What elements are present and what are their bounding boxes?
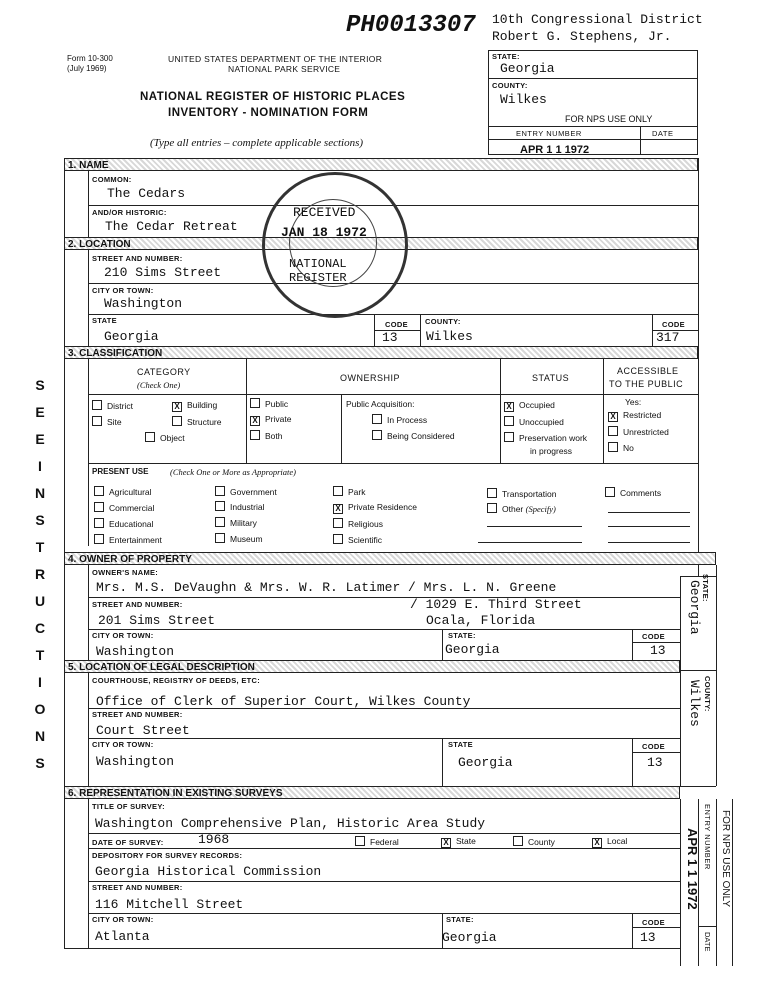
owner-code-label: CODE: [642, 632, 665, 641]
survey-local[interactable]: X Local: [592, 836, 627, 848]
owner-name-label: OWNER'S NAME:: [92, 568, 159, 577]
dep-state-label: STATE:: [446, 915, 474, 924]
use-park[interactable]: Park: [333, 486, 365, 497]
cat-building[interactable]: X Building: [172, 400, 217, 412]
dep-street-label: STREET AND NUMBER:: [92, 883, 183, 892]
status-occupied[interactable]: X Occupied: [504, 400, 555, 412]
legal-street: Court Street: [96, 723, 190, 738]
use-transportation[interactable]: Transportation: [487, 488, 557, 499]
use-military[interactable]: Military: [215, 517, 257, 528]
access-restricted[interactable]: X Restricted: [608, 410, 661, 422]
use-agricultural[interactable]: Agricultural: [94, 486, 152, 497]
public-acquisition-label: Public Acquisition:: [346, 399, 415, 409]
use-scientific[interactable]: Scientific: [333, 534, 382, 545]
owner-street-2: / 1029 E. Third Street: [410, 597, 582, 612]
header-state: Georgia: [500, 61, 555, 76]
owner-state-label: STATE:: [448, 631, 476, 640]
use-industrial[interactable]: Industrial: [215, 501, 265, 512]
header-county: Wilkes: [500, 92, 547, 107]
legal-code: 13: [647, 755, 663, 770]
legal-city: Washington: [96, 754, 175, 769]
common-name: The Cedars: [107, 186, 186, 201]
owner-city-label: CITY OR TOWN:: [92, 631, 154, 640]
section-location-header: 2. LOCATION: [64, 237, 698, 250]
section-name-header: 1. NAME: [64, 158, 698, 171]
accessible-header-2: TO THE PUBLIC: [609, 379, 684, 389]
access-yes-label: Yes:: [625, 397, 642, 407]
check-one: (Check One): [137, 380, 181, 390]
section-legal-header: 5. LOCATION OF LEGAL DESCRIPTION: [64, 660, 680, 673]
dep-code: 13: [640, 930, 656, 945]
historic-label: AND/OR HISTORIC:: [92, 208, 167, 217]
header-county-label: COUNTY:: [492, 81, 528, 90]
form-dept: UNITED STATES DEPARTMENT OF THE INTERIOR: [168, 54, 383, 64]
dep-city-label: CITY OR TOWN:: [92, 915, 154, 924]
section-surveys-header: 6. REPRESENTATION IN EXISTING SURVEYS: [64, 786, 680, 799]
loc-street-label: STREET AND NUMBER:: [92, 254, 183, 263]
side-entry-date: APR 1 1 1972: [685, 828, 700, 910]
depository-label: DEPOSITORY FOR SURVEY RECORDS:: [92, 851, 243, 860]
section-owner-header: 4. OWNER OF PROPERTY: [64, 552, 716, 565]
loc-code: 13: [382, 330, 398, 345]
form-date: (July 1969): [67, 64, 107, 73]
use-comments[interactable]: Comments: [605, 487, 661, 498]
section-classification-header: 3. CLASSIFICATION: [64, 346, 698, 359]
form-title-2: INVENTORY - NOMINATION FORM: [168, 107, 369, 119]
legal-city-label: CITY OR TOWN:: [92, 740, 154, 749]
form-service: NATIONAL PARK SERVICE: [228, 64, 341, 74]
use-other[interactable]: Other (Specify): [487, 503, 556, 514]
cat-object[interactable]: Object: [145, 432, 185, 443]
use-commercial[interactable]: Commercial: [94, 502, 154, 513]
acq-in-process[interactable]: In Process: [372, 414, 427, 425]
loc-state-label: STATE: [92, 316, 117, 325]
header-entry-label: ENTRY NUMBER: [516, 129, 582, 138]
form-number: Form 10-300: [67, 54, 113, 63]
acq-being-considered[interactable]: Being Considered: [372, 430, 455, 441]
access-no[interactable]: No: [608, 442, 634, 453]
present-use-note: (Check One or More as Appropriate): [170, 467, 296, 477]
loc-county-label: COUNTY:: [425, 317, 461, 326]
court-label: COURTHOUSE, REGISTRY OF DEEDS, ETC:: [92, 676, 261, 685]
access-unrestricted[interactable]: Unrestricted: [608, 426, 669, 437]
survey-date: 1968: [198, 832, 230, 847]
legal-code-label: CODE: [642, 742, 665, 751]
handwritten-id: PH0013307: [346, 12, 476, 39]
status-preservation[interactable]: Preservation work: [504, 432, 587, 443]
status-unoccupied[interactable]: Unoccupied: [504, 416, 564, 427]
present-use-label: PRESENT USE: [92, 467, 149, 476]
dep-street: 116 Mitchell Street: [95, 897, 244, 912]
loc-code-label: CODE: [385, 320, 408, 329]
use-entertainment[interactable]: Entertainment: [94, 534, 162, 545]
dep-city: Atlanta: [95, 929, 150, 944]
common-label: COMMON:: [92, 175, 132, 184]
cat-site[interactable]: Site: [92, 416, 122, 427]
court: Office of Clerk of Superior Court, Wilkes County: [96, 694, 471, 709]
side-nps-only: FOR NPS USE ONLY: [720, 810, 731, 908]
form-instructions: (Type all entries – complete applicable sections): [150, 137, 364, 149]
historic-name: The Cedar Retreat: [105, 219, 238, 234]
ownership-header: OWNERSHIP: [340, 373, 401, 383]
survey-title: Washington Comprehensive Plan, Historic Area Study: [95, 816, 486, 831]
header-state-label: STATE:: [492, 52, 520, 61]
legal-state-label: STATE: [448, 740, 473, 749]
loc-city-label: CITY OR TOWN:: [92, 286, 154, 295]
dep-state: Georgia: [442, 930, 497, 945]
loc-county: Wilkes: [426, 329, 473, 344]
owner-city: Washington: [96, 644, 175, 659]
cat-structure[interactable]: Structure: [172, 416, 222, 427]
use-religious[interactable]: Religious: [333, 518, 383, 529]
dep-code-label: CODE: [642, 918, 665, 927]
owner-city-2: Ocala, Florida: [426, 613, 536, 628]
own-both[interactable]: Both: [250, 430, 283, 441]
legal-state: Georgia: [458, 755, 513, 770]
cat-district[interactable]: District: [92, 400, 133, 411]
accessible-header-1: ACCESSIBLE: [617, 366, 679, 376]
use-educational[interactable]: Educational: [94, 518, 153, 529]
owner-state: Georgia: [445, 642, 500, 657]
header-entry-date: APR 1 1 1972: [520, 144, 590, 156]
side-state-block: STATE: Georgia: [687, 574, 710, 635]
owner-street: 201 Sims Street: [98, 613, 216, 628]
congress-rep: Robert G. Stephens, Jr.: [492, 29, 672, 44]
survey-date-label: DATE OF SURVEY:: [92, 838, 164, 847]
depository: Georgia Historical Commission: [95, 864, 322, 879]
owner-code: 13: [650, 643, 666, 658]
use-private-residence[interactable]: X Private Residence: [333, 502, 417, 514]
category-header: CATEGORY: [137, 367, 191, 377]
side-county-block: COUNTY: Wilkes: [687, 676, 712, 727]
use-museum[interactable]: Museum: [215, 533, 263, 544]
status-header: STATUS: [532, 373, 570, 383]
side-entry-label: ENTRY NUMBER: [703, 804, 712, 870]
own-private[interactable]: X Private: [250, 414, 291, 426]
header-nps-only: FOR NPS USE ONLY: [565, 114, 653, 124]
see-instructions-label: SEE INSTRUCTIONS: [34, 377, 46, 771]
form-title-1: NATIONAL REGISTER OF HISTORIC PLACES: [140, 91, 406, 103]
survey-federal[interactable]: Federal: [355, 836, 399, 847]
congress-district: 10th Congressional District: [492, 12, 703, 27]
survey-title-label: TITLE OF SURVEY:: [92, 802, 165, 811]
loc-city: Washington: [104, 296, 183, 311]
status-preservation-2: in progress: [530, 446, 573, 456]
own-public[interactable]: Public: [250, 398, 288, 409]
side-date-label: DATE: [703, 932, 712, 952]
survey-county[interactable]: County: [513, 836, 555, 847]
legal-street-label: STREET AND NUMBER:: [92, 710, 183, 719]
loc-code2: 317: [656, 330, 680, 345]
received-stamp: RECEIVED JAN 18 1972 NATIONAL REGISTER: [262, 172, 408, 318]
loc-street: 210 Sims Street: [104, 265, 222, 280]
owner-street-label: STREET AND NUMBER:: [92, 600, 183, 609]
loc-code2-label: CODE: [662, 320, 685, 329]
use-government[interactable]: Government: [215, 486, 277, 497]
loc-state: Georgia: [104, 329, 159, 344]
survey-state[interactable]: X State: [441, 836, 476, 848]
owner-name: Mrs. M.S. DeVaughn & Mrs. W. R. Latimer / Mrs. L. N. Greene: [96, 580, 557, 595]
header-date-label: DATE: [652, 129, 674, 138]
